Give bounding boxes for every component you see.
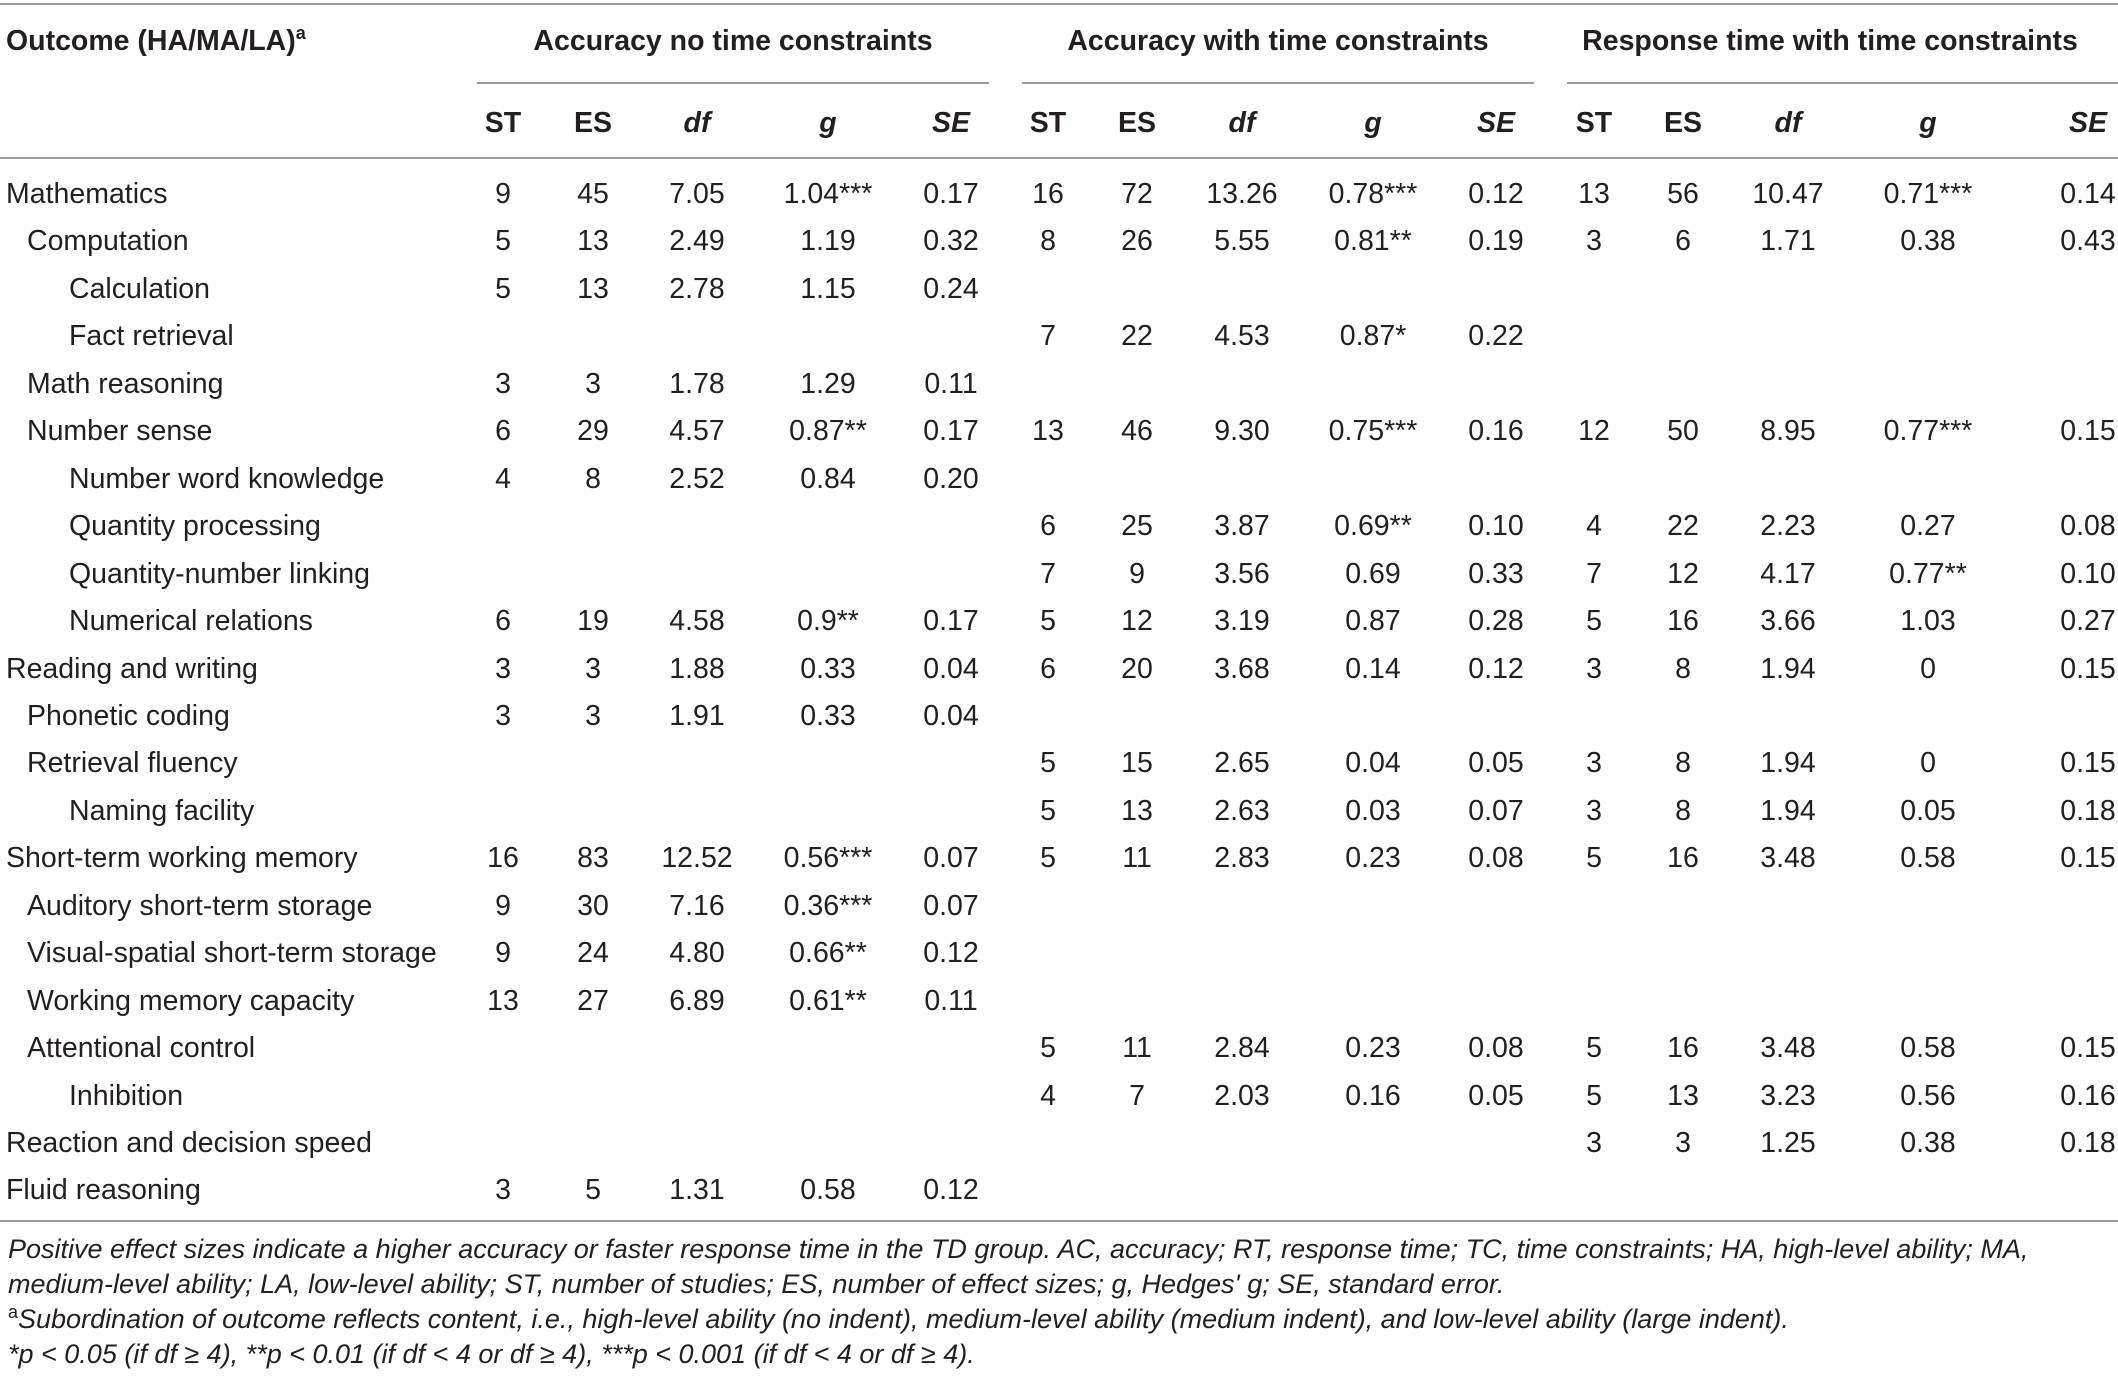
cell-df: 1.25 — [1760, 1127, 1816, 1159]
subheader-st-group-1: ST — [484, 107, 522, 139]
cell-df: 12.52 — [661, 842, 733, 874]
cell-df: 1.94 — [1760, 747, 1816, 779]
cell-g: 0.04 — [1345, 747, 1401, 779]
cell-st: 3 — [495, 700, 511, 732]
cell-df: 1.94 — [1760, 653, 1816, 685]
group-underline-rt-with-tc — [1567, 82, 2118, 84]
cell-se: 0.32 — [923, 225, 979, 257]
cell-df: 2.49 — [669, 225, 725, 257]
cell-df: 4.53 — [1214, 320, 1270, 352]
subheader-st-group-2: ST — [1029, 107, 1067, 139]
cell-es: 3 — [585, 653, 601, 685]
group-header-rt-with-tc: Response time with time constraints — [1582, 25, 2078, 57]
cell-es: 16 — [1667, 1032, 1699, 1064]
cell-st: 7 — [1586, 558, 1602, 590]
cell-st: 5 — [495, 273, 511, 305]
cell-df: 3.68 — [1214, 653, 1270, 685]
cell-st: 3 — [1586, 1127, 1602, 1159]
cell-g: 0.33 — [800, 653, 856, 685]
cell-g: 0.38 — [1900, 225, 1956, 257]
cell-se: 0.07 — [1468, 795, 1524, 827]
subheader-df-group-1: df — [683, 107, 711, 139]
cell-g: 0.87* — [1339, 320, 1407, 352]
cell-df: 2.63 — [1214, 795, 1270, 827]
cell-es: 26 — [1121, 225, 1153, 257]
cell-df: 9.30 — [1214, 415, 1270, 447]
cell-se: 0.17 — [923, 605, 979, 637]
cell-es: 3 — [1675, 1127, 1691, 1159]
subheader-df-group-3: df — [1774, 107, 1802, 139]
cell-es: 12 — [1121, 605, 1153, 637]
cell-es: 15 — [1121, 747, 1153, 779]
cell-st: 12 — [1578, 415, 1610, 447]
cell-df: 6.89 — [669, 985, 725, 1017]
cell-st: 9 — [495, 937, 511, 969]
cell-es: 11 — [1122, 1032, 1152, 1064]
cell-df: 2.52 — [669, 463, 725, 495]
row-label: Quantity processing — [69, 510, 321, 542]
cell-es: 27 — [577, 985, 609, 1017]
cell-se: 0.33 — [1468, 558, 1524, 590]
cell-es: 3 — [585, 700, 601, 732]
cell-g: 0.36*** — [783, 890, 873, 922]
row-label: Math reasoning — [27, 368, 224, 400]
cell-df: 2.65 — [1214, 747, 1270, 779]
subheader-es-group-2: ES — [1117, 107, 1157, 139]
subheader-g-group-3: g — [1919, 107, 1937, 139]
cell-df: 3.48 — [1760, 842, 1816, 874]
group-header-accuracy-with-tc: Accuracy with time constraints — [1067, 25, 1489, 57]
cell-df: 8.95 — [1760, 415, 1816, 447]
cell-st: 6 — [495, 415, 511, 447]
row-label: Reaction and decision speed — [6, 1127, 373, 1159]
cell-g: 1.15 — [800, 273, 856, 305]
cell-g: 0.87** — [789, 415, 867, 447]
cell-st: 5 — [1586, 1080, 1602, 1112]
cell-g: 0.56*** — [783, 842, 873, 874]
cell-st: 9 — [495, 178, 511, 210]
cell-se: 0.07 — [923, 890, 979, 922]
group-underline-accuracy-no-tc — [477, 82, 989, 84]
row-label: Auditory short-term storage — [27, 890, 373, 922]
cell-es: 83 — [577, 842, 609, 874]
cell-g: 0.23 — [1345, 1032, 1401, 1064]
cell-se: 0.12 — [1468, 178, 1524, 210]
subheader-es-group-1: ES — [573, 107, 613, 139]
cell-g: 0.69 — [1345, 558, 1401, 590]
cell-st: 5 — [1586, 605, 1602, 637]
cell-df: 2.84 — [1214, 1032, 1270, 1064]
cell-st: 3 — [1586, 225, 1602, 257]
cell-st: 4 — [495, 463, 511, 495]
cell-df: 1.31 — [669, 1174, 725, 1206]
cell-se: 0.19 — [1468, 225, 1524, 257]
cell-es: 3 — [585, 368, 601, 400]
cell-g: 0.84 — [800, 463, 856, 495]
cell-es: 72 — [1121, 178, 1153, 210]
subheader-g-group-1: g — [819, 107, 837, 139]
cell-df: 2.78 — [669, 273, 725, 305]
cell-es: 25 — [1121, 510, 1153, 542]
subheader-se-group-3: SE — [2068, 107, 2108, 139]
cell-st: 6 — [1040, 510, 1056, 542]
cell-st: 7 — [1040, 320, 1056, 352]
footnote-a: $^a$Subordination of outcome reflects content, i.e., high-level ability (no indent), medium-level ability (medium indent), and low-level ability (large indent). — [8, 1302, 1789, 1334]
cell-es: 13 — [577, 273, 609, 305]
cell-es: 13 — [577, 225, 609, 257]
cell-es: 8 — [585, 463, 601, 495]
cell-es: 13 — [1667, 1080, 1699, 1112]
cell-g: 0.81** — [1334, 225, 1412, 257]
cell-g: 0.56 — [1900, 1080, 1956, 1112]
cell-se: 0.10 — [1468, 510, 1524, 542]
cell-es: 19 — [577, 605, 609, 637]
subheader-g-group-2: g — [1364, 107, 1382, 139]
footnote-abbreviations: Positive effect sizes indicate a higher accuracy or faster response time in the TD group. AC, accuracy; RT, response time; TC, time constraints; HA, high-level ability; MA, medium-level ability; LA, low-level ability; ST, number of studies; ES, number of effect sizes; g, Hedges' g; SE, standard error. — [8, 1234, 2029, 1299]
cell-es: 11 — [1122, 842, 1152, 874]
cell-st: 6 — [1040, 653, 1056, 685]
cell-df: 1.71 — [1760, 225, 1816, 257]
cell-g: 0.87 — [1345, 605, 1401, 637]
cell-g: 0.9** — [797, 605, 859, 637]
cell-df: 3.56 — [1214, 558, 1270, 590]
cell-se: 0.15 — [2060, 653, 2116, 685]
row-label: Retrieval fluency — [27, 747, 238, 779]
row-label: Numerical relations — [69, 605, 313, 637]
subheader-es-group-3: ES — [1663, 107, 1703, 139]
cell-st: 5 — [1040, 605, 1056, 637]
cell-df: 13.26 — [1206, 178, 1278, 210]
cell-df: 3.87 — [1214, 510, 1270, 542]
cell-es: 22 — [1667, 510, 1699, 542]
cell-st: 3 — [1586, 747, 1602, 779]
cell-df: 5.55 — [1214, 225, 1270, 257]
cell-df: 4.58 — [669, 605, 725, 637]
cell-g: 0.75*** — [1328, 415, 1418, 447]
row-label: Visual-spatial short-term storage — [27, 937, 437, 969]
cell-g: 1.03 — [1900, 605, 1956, 637]
footnote-significance: *p < 0.05 (if df ≥ 4), **p < 0.01 (if df < 4 or df ≥ 4), ***p < 0.001 (if df < 4 or df ≥ 4). — [8, 1339, 975, 1369]
cell-df: 4.57 — [669, 415, 725, 447]
cell-st: 5 — [1586, 842, 1602, 874]
cell-g: 0.38 — [1900, 1127, 1956, 1159]
row-label: Phonetic coding — [27, 700, 230, 732]
row-label: Mathematics — [6, 178, 168, 210]
row-label: Naming facility — [69, 795, 255, 827]
cell-se: 0.20 — [923, 463, 979, 495]
cell-se: 0.22 — [1468, 320, 1524, 352]
cell-g: 0.05 — [1900, 795, 1956, 827]
row-label: Fact retrieval — [69, 320, 234, 352]
row-label: Attentional control — [27, 1032, 256, 1064]
cell-g: 1.29 — [800, 368, 856, 400]
cell-es: 8 — [1675, 747, 1691, 779]
cell-df: 10.47 — [1752, 178, 1824, 210]
cell-se: 0.17 — [923, 415, 979, 447]
cell-g: 0.16 — [1345, 1080, 1401, 1112]
cell-se: 0.15 — [2060, 415, 2116, 447]
cell-es: 16 — [1667, 605, 1699, 637]
cell-g: 0.69** — [1334, 510, 1412, 542]
cell-se: 0.17 — [923, 178, 979, 210]
cell-st: 4 — [1040, 1080, 1056, 1112]
cell-se: 0.16 — [2060, 1080, 2116, 1112]
cell-g: 0.58 — [1900, 1032, 1956, 1064]
cell-g: 0.33 — [800, 700, 856, 732]
cell-st: 13 — [1032, 415, 1064, 447]
cell-st: 9 — [495, 890, 511, 922]
cell-st: 4 — [1586, 510, 1602, 542]
subheader-df-group-2: df — [1228, 107, 1256, 139]
cell-se: 0.18 — [2060, 1127, 2116, 1159]
cell-df: 4.80 — [669, 937, 725, 969]
cell-es: 24 — [577, 937, 609, 969]
cell-st: 13 — [1578, 178, 1610, 210]
cell-se: 0.07 — [923, 842, 979, 874]
cell-df: 3.19 — [1214, 605, 1270, 637]
cell-g: 0 — [1920, 653, 1936, 685]
cell-st: 3 — [495, 368, 511, 400]
cell-se: 0.08 — [1468, 842, 1524, 874]
cell-st: 5 — [495, 225, 511, 257]
cell-es: 6 — [1675, 225, 1691, 257]
cell-g: 0.58 — [1900, 842, 1956, 874]
cell-df: 3.23 — [1760, 1080, 1816, 1112]
cell-se: 0.12 — [923, 937, 979, 969]
cell-se: 0.16 — [1468, 415, 1524, 447]
cell-se: 0.15 — [2060, 747, 2116, 779]
cell-df: 2.03 — [1214, 1080, 1270, 1112]
cell-se: 0.15 — [2060, 1032, 2116, 1064]
row-label: Reading and writing — [6, 653, 258, 685]
cell-g: 1.19 — [800, 225, 856, 257]
cell-es: 29 — [577, 415, 609, 447]
cell-se: 0.05 — [1468, 1080, 1524, 1112]
cell-es: 50 — [1667, 415, 1699, 447]
cell-st: 8 — [1040, 225, 1056, 257]
cell-df: 4.17 — [1760, 558, 1816, 590]
cell-es: 30 — [577, 890, 609, 922]
cell-se: 0.04 — [923, 700, 979, 732]
row-label: Inhibition — [69, 1080, 184, 1112]
row-label: Quantity-number linking — [69, 558, 370, 590]
cell-st: 7 — [1040, 558, 1056, 590]
cell-df: 3.48 — [1760, 1032, 1816, 1064]
subheader-se-group-1: SE — [931, 107, 971, 139]
cell-se: 0.18 — [2060, 795, 2116, 827]
cell-se: 0.08 — [2060, 510, 2116, 542]
cell-st: 3 — [1586, 653, 1602, 685]
cell-se: 0.04 — [923, 653, 979, 685]
cell-g: 0.27 — [1900, 510, 1956, 542]
cell-es: 8 — [1675, 653, 1691, 685]
cell-se: 0.14 — [2060, 178, 2116, 210]
cell-df: 1.94 — [1760, 795, 1816, 827]
subheader-se-group-2: SE — [1476, 107, 1516, 139]
cell-g: 0.71*** — [1883, 178, 1973, 210]
cell-st: 3 — [495, 653, 511, 685]
cell-es: 16 — [1667, 842, 1699, 874]
cell-df: 7.05 — [669, 178, 725, 210]
cell-g: 0 — [1920, 747, 1936, 779]
cell-g: 0.03 — [1345, 795, 1401, 827]
cell-df: 1.78 — [669, 368, 725, 400]
cell-es: 45 — [577, 178, 609, 210]
cell-es: 7 — [1129, 1080, 1145, 1112]
cell-g: 0.77** — [1889, 558, 1967, 590]
cell-g: 0.78*** — [1328, 178, 1418, 210]
row-label: Working memory capacity — [27, 985, 355, 1017]
cell-se: 0.15 — [2060, 842, 2116, 874]
cell-st: 5 — [1040, 842, 1056, 874]
cell-es: 46 — [1121, 415, 1153, 447]
cell-se: 0.08 — [1468, 1032, 1524, 1064]
cell-es: 12 — [1667, 558, 1699, 590]
cell-st: 16 — [1032, 178, 1064, 210]
cell-es: 5 — [585, 1174, 601, 1206]
cell-g: 0.14 — [1345, 653, 1401, 685]
cell-se: 0.11 — [924, 985, 978, 1017]
cell-es: 22 — [1121, 320, 1153, 352]
cell-st: 5 — [1040, 1032, 1056, 1064]
cell-se: 0.27 — [2060, 605, 2116, 637]
group-underline-accuracy-with-tc — [1022, 82, 1534, 84]
outcome-header: Outcome $(HA/MA/LA)^a$ — [6, 23, 306, 57]
row-label: Number sense — [27, 415, 213, 447]
header-bottom-rule — [0, 157, 2118, 159]
cell-df: 3.66 — [1760, 605, 1816, 637]
cell-st: 3 — [1586, 795, 1602, 827]
cell-g: 0.58 — [800, 1174, 856, 1206]
cell-se: 0.12 — [1468, 653, 1524, 685]
subheader-st-group-3: ST — [1575, 107, 1613, 139]
row-label: Short-term working memory — [6, 842, 358, 874]
cell-st: 3 — [495, 1174, 511, 1206]
cell-df: 7.16 — [669, 890, 725, 922]
group-header-accuracy-no-tc: Accuracy no time constraints — [533, 25, 933, 57]
cell-st: 5 — [1586, 1032, 1602, 1064]
cell-g: 1.04*** — [783, 178, 873, 210]
table-footnotes — [8, 1232, 2108, 1372]
cell-es: 20 — [1121, 653, 1153, 685]
cell-df: 1.88 — [669, 653, 725, 685]
cell-st: 5 — [1040, 795, 1056, 827]
cell-se: 0.43 — [2060, 225, 2116, 257]
row-label: Calculation — [69, 273, 210, 305]
cell-df: 2.83 — [1214, 842, 1270, 874]
top-rule — [0, 3, 2118, 5]
cell-es: 8 — [1675, 795, 1691, 827]
cell-se: 0.12 — [923, 1174, 979, 1206]
cell-g: 0.23 — [1345, 842, 1401, 874]
row-label: Number word knowledge — [69, 463, 385, 495]
cell-se: 0.28 — [1468, 605, 1524, 637]
cell-st: 16 — [487, 842, 519, 874]
cell-es: 56 — [1667, 178, 1699, 210]
cell-se: 0.10 — [2060, 558, 2116, 590]
cell-es: 9 — [1129, 558, 1145, 590]
cell-df: 2.23 — [1760, 510, 1816, 542]
cell-se: 0.11 — [924, 368, 978, 400]
bottom-rule — [0, 1220, 2118, 1222]
cell-se: 0.24 — [923, 273, 979, 305]
cell-se: 0.05 — [1468, 747, 1524, 779]
row-label: Computation — [27, 225, 189, 257]
cell-g: 0.61** — [789, 985, 867, 1017]
cell-st: 6 — [495, 605, 511, 637]
cell-st: 13 — [487, 985, 519, 1017]
cell-df: 1.91 — [669, 700, 725, 732]
row-label: Fluid reasoning — [6, 1174, 201, 1206]
cell-g: 0.66** — [789, 937, 867, 969]
cell-g: 0.77*** — [1883, 415, 1973, 447]
cell-es: 13 — [1121, 795, 1153, 827]
cell-st: 5 — [1040, 747, 1056, 779]
